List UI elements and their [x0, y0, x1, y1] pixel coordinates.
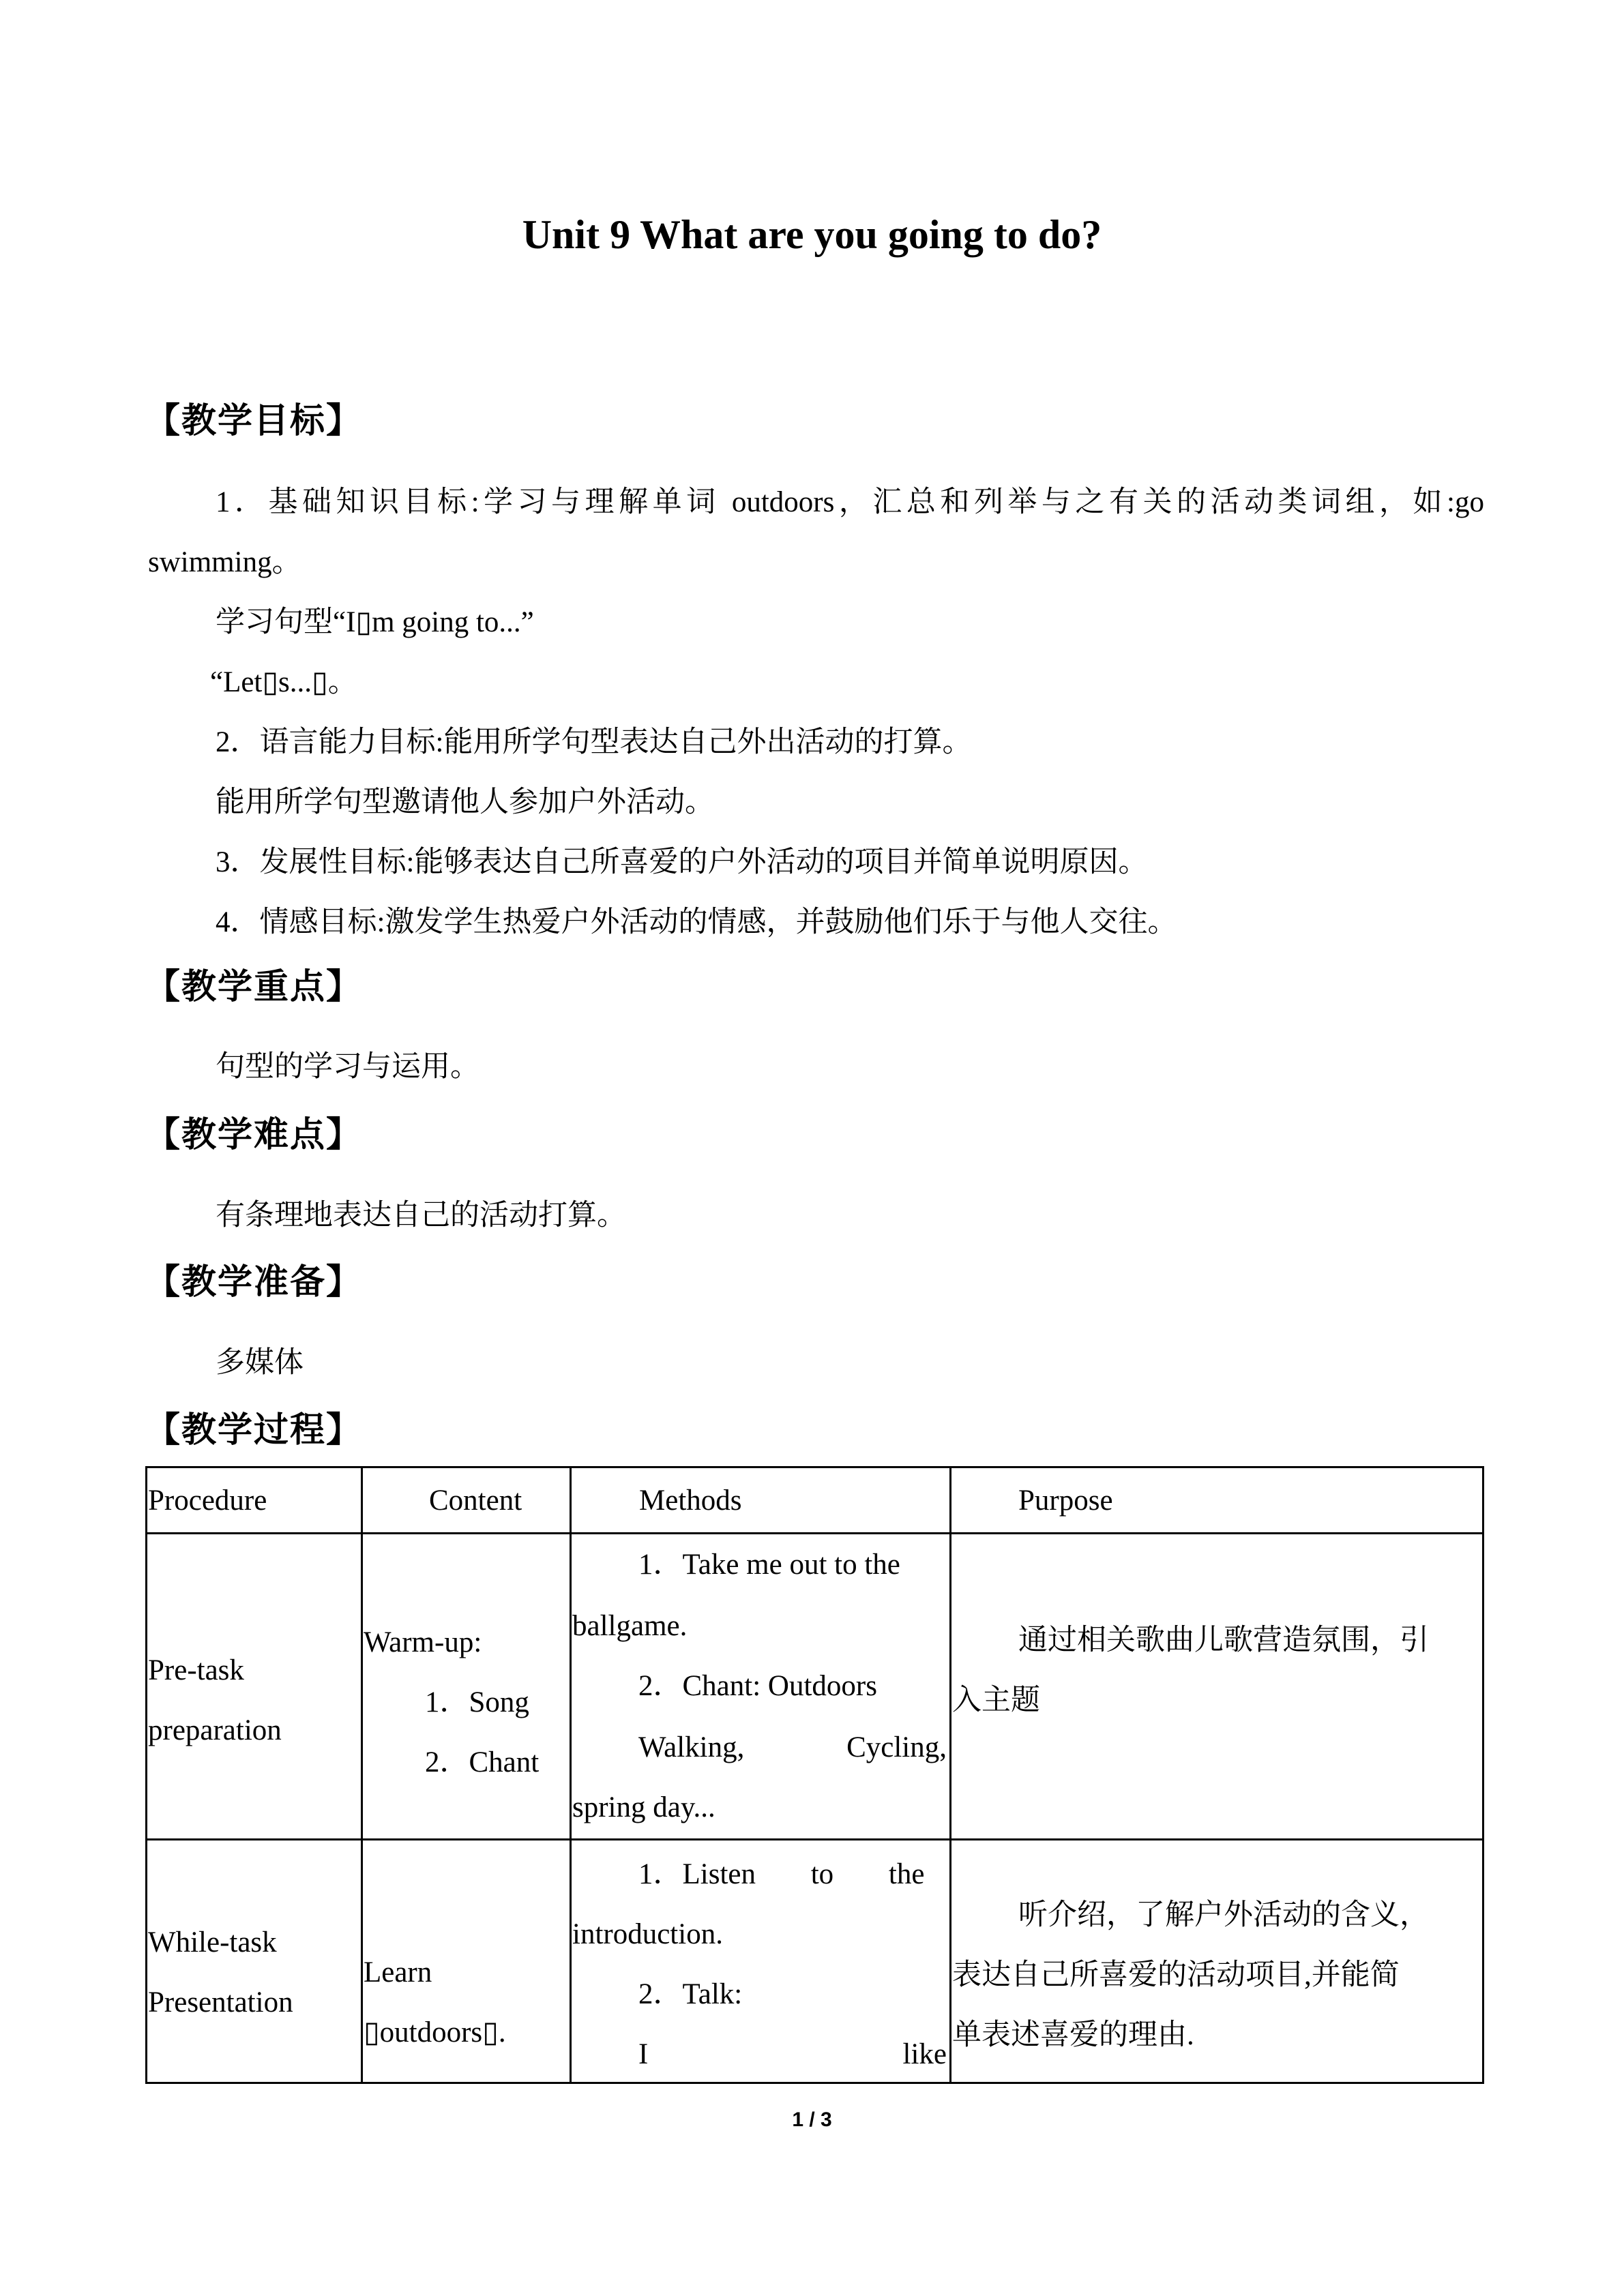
section-heading-objectives: 【教学目标】: [145, 401, 363, 441]
row2-methods-l3: 2．Talk:: [638, 1978, 743, 2010]
row2-methods-l2: introduction.: [572, 1918, 723, 1950]
section-heading-difficulties: 【教学难点】: [145, 1115, 363, 1155]
preparation-text: 多媒体: [216, 1347, 304, 1379]
row1-methods-l2: ballgame.: [572, 1610, 688, 1642]
row1-methods-l4b: Cycling,: [846, 1731, 947, 1763]
row2-content-l1: Learn: [364, 1956, 432, 1988]
row1-procedure-l2: preparation: [148, 1714, 282, 1746]
page-number: 1 / 3: [792, 2108, 832, 2131]
row1-content-l2: 1．Song: [425, 1686, 529, 1718]
table-col-divider-3: [949, 1466, 951, 2084]
header-content: Content: [429, 1485, 522, 1517]
row1-methods-l4: [638, 1717, 947, 1778]
objective-4: 4．情感目标:激发学生热爱户外活动的情感，并鼓励他们乐于与他人交往。: [216, 906, 1177, 938]
row2-content-l2: ▯outdoors▯.: [364, 2016, 506, 2048]
section-heading-preparation: 【教学准备】: [145, 1262, 363, 1302]
row2-procedure-l1: While-task: [148, 1926, 277, 1958]
row2-methods-l4: [638, 2024, 947, 2085]
sentence-pattern-1: 学习句型“I▯m going to...”: [216, 606, 534, 638]
row1-content-l1: Warm-up:: [364, 1626, 482, 1658]
table-border-right: [1482, 1466, 1484, 2084]
section-heading-key-points: 【教学重点】: [145, 967, 363, 1007]
table-col-divider-1: [361, 1466, 363, 2084]
row2-methods-l4b: like: [902, 2038, 947, 2070]
section-heading-process: 【教学过程】: [145, 1410, 363, 1450]
table-col-divider-2: [570, 1466, 572, 2084]
header-procedure: Procedure: [148, 1485, 267, 1517]
row2-methods-l1-text: 1．Listen to the: [638, 1858, 925, 1890]
objective-3: 3．发展性目标:能够表达自己所喜爱的户外活动的项目并简单说明原因。: [216, 846, 1148, 878]
row1-purpose-l2: 入主题: [952, 1684, 1040, 1716]
row2-methods-l4a: I: [638, 2038, 649, 2070]
row2-methods-l1: [638, 1844, 947, 1905]
objective-1-line2: swimming。: [148, 546, 301, 578]
table-border-left: [145, 1466, 147, 2084]
row1-methods-l1: 1．Take me out to the: [638, 1549, 900, 1581]
row2-purpose-l1: 听介绍，了解户外活动的含义，: [1018, 1899, 1429, 1931]
header-purpose: Purpose: [1018, 1485, 1113, 1517]
objective-2b: 能用所学句型邀请他人参加户外活动。: [216, 786, 714, 818]
row2-purpose-l3: 单表述喜爱的理由.: [952, 2019, 1194, 2051]
table-border-top: [145, 1466, 1484, 1468]
objective-2: 2．语言能力目标:能用所学句型表达自己外出活动的打算。: [216, 726, 972, 758]
sentence-pattern-2: “Let▯s...▯。: [210, 666, 357, 698]
objective-1-line1: 1．基础知识目标:学习与理解单词 outdoors，汇总和列举与之有关的活动类词组，如:go: [216, 486, 1484, 518]
row1-methods-l5: spring day...: [572, 1791, 715, 1823]
table-row-divider: [145, 1838, 1484, 1840]
row1-purpose-l1: 通过相关歌曲儿歌营造氛围，引: [1018, 1624, 1429, 1656]
row1-procedure-l1: Pre-task: [148, 1654, 244, 1686]
row2-purpose-l2: 表达自己所喜爱的活动项目,并能简: [952, 1959, 1400, 1991]
header-methods: Methods: [639, 1485, 742, 1517]
row1-methods-l3: 2．Chant: Outdoors: [638, 1670, 877, 1702]
row1-methods-l4a: Walking,: [638, 1731, 745, 1763]
key-points-text: 句型的学习与运用。: [216, 1051, 479, 1083]
page-title: Unit 9 What are you going to do?: [522, 212, 1102, 257]
row1-content-l3: 2．Chant: [425, 1746, 540, 1778]
process-table: [145, 1466, 1484, 2084]
row2-procedure-l2: Presentation: [148, 1986, 293, 2018]
difficulties-text: 有条理地表达自己的活动打算。: [216, 1199, 626, 1232]
